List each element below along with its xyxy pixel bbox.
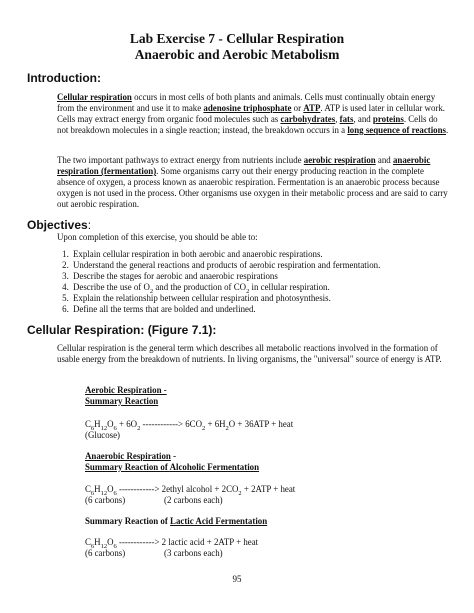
text: ------------> 2 lactic acid + 2ATP + heat [116, 537, 259, 547]
lactic-note-1: (6 carbons) [85, 548, 126, 558]
page-subtitle: Anaerobic and Aerobic Metabolism [134, 47, 340, 62]
text: Summary Reaction [85, 396, 159, 406]
text: occurs in most cells of both plants and animals. Cells must continually obtain energy from the environment and use it to make [57, 92, 436, 113]
list-item: 3. Describe the stages for aerobic and anaerobic respirations [71, 271, 451, 282]
alcoholic-note-2: (2 carbons each) [164, 495, 223, 505]
alcoholic-title-1 [85, 451, 176, 462]
text: Anaerobic Respiration [85, 451, 171, 461]
list-item: 1. Explain cellular respiration in both aerobic and anaerobic respirations. [71, 249, 451, 260]
lactic-equation: $C_6H_{12}O_6$ ------------> 2 lactic acid + 2ATP + heat [85, 537, 259, 550]
intro-paragraph-2 [57, 155, 449, 210]
text: and the production of CO [153, 282, 247, 292]
term-long-sequence-of-reactions: long sequence of reactions [347, 125, 447, 135]
text: . ATP is used later in cellular work. Cells may extract energy from organic food molecules such as [57, 103, 446, 124]
term-atp: ATP [303, 103, 321, 113]
intro-paragraph-1 [57, 92, 449, 136]
cellular-respiration-paragraph: Cellular respiration is the general term which describes all metabolic reactions involved in the formation of usable energy from the breakdown of nutrients. In living organisms, the "universal" source of energy is ATP. [57, 343, 442, 364]
text: Summary Reaction of [85, 516, 171, 526]
aerobic-title-2 [85, 396, 158, 407]
text: Lactic Acid Fermentation [170, 516, 268, 526]
list-item: 6. Define all the terms that are bolded and underlined. [71, 304, 451, 315]
term-fats: fats [339, 114, 354, 124]
alcoholic-note-1: (6 carbons) [85, 495, 126, 505]
text: or [291, 103, 304, 113]
text: Summary Reaction of [85, 462, 170, 472]
lactic-note-2: (3 carbons each) [164, 548, 223, 558]
term-adenosine-triphosphate: adenosine triphosphate [203, 103, 292, 113]
text: - [170, 451, 177, 461]
objectives-lead: Upon completion of this exercise, you should be able to: [57, 232, 258, 242]
term-aerobic-respiration: aerobic respiration [303, 155, 376, 165]
term-proteins: proteins [372, 114, 404, 124]
text: Describe the use of O [73, 282, 150, 292]
subscript: 2 [149, 287, 154, 295]
subscript: 2 [246, 287, 250, 295]
text: . [446, 125, 449, 135]
text: in cellular respiration. [249, 282, 330, 292]
list-item: 2. Understand the general reactions and products of aerobic respiration and fermentation. [71, 260, 451, 271]
text: The two important pathways to extract energy from nutrients include [57, 155, 304, 165]
aerobic-note: (Glucose) [85, 430, 120, 440]
lactic-title [85, 516, 267, 527]
objectives-heading [27, 218, 91, 232]
aerobic-title-1 [85, 385, 167, 396]
text: Alcoholic Fermentation [169, 462, 260, 472]
objectives-list [57, 249, 451, 315]
aerobic-equation: $C_6H_{12}O_6 + 6O_2$ ------------> $6CO_2 + 6H_2O + 36ATP$ + heat [85, 419, 294, 432]
text: . Cells do not breakdown molecules in a single reaction; instead, the breakdown occurs in a [57, 114, 438, 135]
list-item: 5. Explain the relationship between cellular respiration and photosynthesis. [71, 293, 451, 304]
cellular-respiration-heading: Cellular Respiration: (Figure 7.1): [27, 323, 217, 337]
page-title: Lab Exercise 7 - Cellular Respiration [129, 31, 345, 46]
term-carbohydrates: carbohydrates [280, 114, 336, 124]
text: and [375, 155, 393, 165]
text: + 2ATP + heat [241, 484, 296, 494]
alcoholic-equation: $C_6H_{12}O_6$ ------------> 2ethyl alcohol + $2CO_2 + 2ATP$ + heat [85, 484, 296, 497]
objectives-colon: : [87, 218, 92, 232]
introduction-heading: Introduction: [27, 71, 101, 85]
text: , [335, 114, 340, 124]
term-anaerobic-respiration: anaerobic respiration (fermentation) [57, 155, 431, 176]
text: ------------> 2ethyl alcohol + 2CO [116, 484, 239, 494]
page-number: 95 [232, 574, 242, 584]
text: , and [353, 114, 373, 124]
list-item [71, 282, 451, 293]
alcoholic-title-2 [85, 462, 259, 473]
objectives-heading-text: Objectives [27, 218, 88, 232]
text: . Some organisms carry out their energy producing reaction in the complete absence of oxygen, a process known as anaerobic respiration. Fermentation is an anaerobic process because oxygen is not used in the process. Other organisms use oxygen in their metabolic process and are said to carry out aerobic respiration. [57, 166, 448, 209]
text: Aerobic Respiration - [85, 385, 167, 395]
term-cellular-respiration: Cellular respiration [57, 92, 132, 102]
